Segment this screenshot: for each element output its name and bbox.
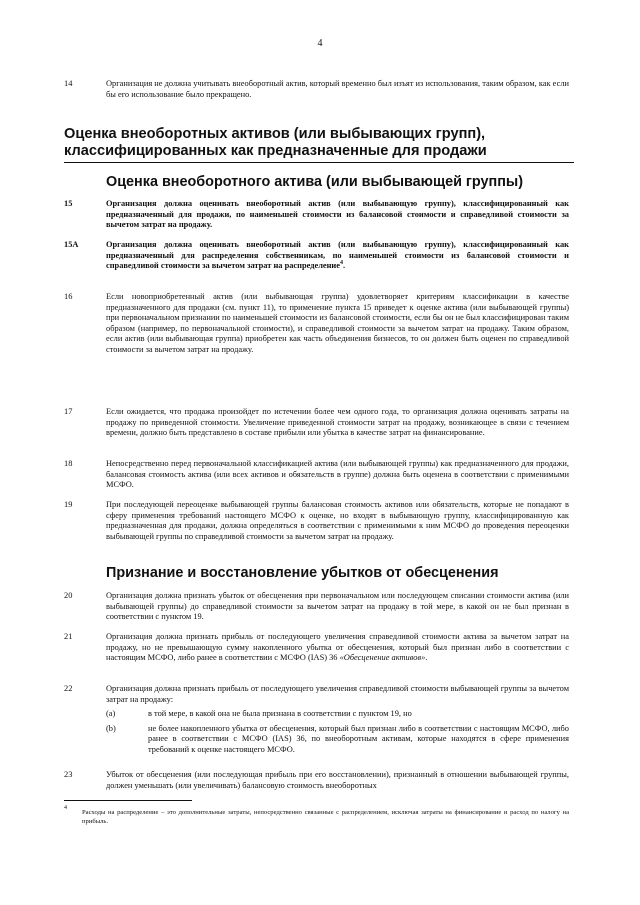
- section-title: Оценка внеоборотных активов (или выбывающих групп), классифицированных как предназначенные для продажи: [64, 126, 574, 163]
- paragraph-number: 15: [64, 199, 73, 208]
- paragraph-text: При последующей переоценке выбывающей группы балансовая стоимость активов или обязательств, которые не попадают в сферу применения требований настоящего МСФО к оценке, но входят в выбывающую группу, классифицированную как предназначенная для продажи, должна определяться в соответствии с применимыми к ним МСФО до проведения переоценки выбывающей группы по справедливой стоимости за вычетом затрат на продажу.: [106, 500, 569, 541]
- paragraph-20: [64, 591, 569, 623]
- list-item-label: (b): [106, 723, 116, 733]
- paragraph-number: 23: [64, 770, 73, 779]
- paragraph-22: [64, 684, 569, 756]
- list-item-label: (a): [106, 709, 116, 719]
- subsection-title-impairment: Признание и восстановление убытков от обесценения: [106, 565, 499, 581]
- paragraph-18: [64, 459, 569, 491]
- list-item-text: в той мере, в какой она не была признана в соответствии с пунктом 19, но: [148, 709, 412, 719]
- paragraph-number: 19: [64, 500, 73, 509]
- paragraph-text: Организация не должна учитывать внеоборотный актив, который временно был изъят из использования, таким образом, как если бы его использование было прекращено.: [106, 79, 569, 99]
- paragraph-number: 16: [64, 292, 73, 301]
- paragraph-text: Организация должна оценивать внеоборотный актив (или выбывающую группу), классифицированный как предназначенный для продажи, по наименьшей стоимости из балансовой стоимости и справедливой стоимости за вычетом затрат на продажу.: [106, 199, 569, 230]
- paragraph-number: 15A: [64, 240, 79, 249]
- standard-title-reference: «Обесценение активов»: [339, 653, 426, 663]
- paragraph-15a: [64, 240, 569, 272]
- paragraph-15: [64, 199, 569, 231]
- paragraph-number: 14: [64, 79, 73, 88]
- paragraph-21: [64, 632, 569, 664]
- footnote-ref[interactable]: 4: [339, 260, 343, 267]
- paragraph-17: [64, 407, 569, 439]
- subsection-title-measurement: Оценка внеоборотного актива (или выбывающей группы): [106, 174, 523, 190]
- paragraph-text: Убыток от обесценения (или последующая прибыль при его восстановлении), признанный в отношении выбывающей группы, должен уменьшать (или увеличивать) балансовую стоимость внеоборотных: [106, 770, 569, 790]
- paragraph-number: 22: [64, 684, 73, 693]
- paragraph-text: Организация должна признать прибыль от последующего увеличения справедливой стоимости выбывающей группы за вычетом затрат на продажу:: [106, 684, 569, 704]
- footnote-divider: [64, 800, 192, 801]
- list-item: [106, 709, 569, 720]
- paragraph-16: [64, 292, 569, 356]
- paragraph-23: [64, 770, 569, 791]
- paragraph-number: 17: [64, 407, 73, 416]
- paragraph-number: 21: [64, 632, 73, 641]
- paragraph-text: Если новоприобретенный актив (или выбывающая группа) удовлетворяет критериям классификации в качестве предназначенного для продажи (см. пункт 11), то применение пункта 15 приведет к оценке актива (или выбывающей группы) при первоначальном признании по наименьшей стоимости из балансовой стоимости, если бы он не был классифицирован таким образом (например, по первоначальной стоимости), и справедливой стоимости за вычетом затрат на продажу. Таким образом, если актив (или выбывающая группа) приобретен как часть объединения бизнесов, то он должен быть оценен по справедливой стоимости за вычетом затрат на продажу.: [106, 292, 569, 354]
- paragraph-number: 20: [64, 591, 73, 600]
- paragraph-text: Организация должна оценивать внеоборотный актив (или выбывающую группу), классифицированный как предназначенный для распределения собственникам, по наименьшей стоимости из балансовой стоимости и справедливой стоимости за вычетом затрат на распределение$^4$.: [106, 240, 569, 271]
- paragraph-text: Непосредственно перед первоначальной классификацией актива (или выбывающей группы) как предназначенного для продажи, балансовая стоимость актива (или всех активов и обязательств в группе) должна быть оценена в соответствии с применимыми МСФО.: [106, 459, 569, 490]
- paragraph-text: Организация должна признать прибыль от последующего увеличения справедливой стоимости актива за вычетом затрат на продажу, но не превышающую сумму накопленного убытка от обесценения, который был признан либо в соответствии с настоящим МСФО, либо ранее в соответствии с МСФО (IAS) 36 «Обесценение активов».: [106, 632, 569, 663]
- paragraph-text: Если ожидается, что продажа произойдет по истечении более чем одного года, то организация должна оценивать затраты на продажу по приведенной стоимости. Увеличение приведенной стоимости затрат на продажу, возникающее в связи с течением времени, должно быть представлено в составе прибыли или убытка в качестве затрат на финансирование.: [106, 407, 569, 438]
- footnote: 4 Расходы на распределение – это дополнительные затраты, непосредственно связанные с распределением, исключая затраты на финансирование и расход по налогу на прибыль.: [64, 805, 569, 825]
- page-number: 4: [317, 38, 323, 49]
- paragraph-19: [64, 500, 569, 542]
- paragraph-14: [64, 79, 569, 100]
- paragraph-text: Организация должна признать убыток от обесценения при первоначальном или последующем списании стоимости актива (или выбывающей группы) до справедливой стоимости за вычетом затрат на продажу в той мере, в какой он не был признан в соответствии с пунктом 19.: [106, 591, 569, 622]
- footnote-text: Расходы на распределение – это дополнительные затраты, непосредственно связанные с распределением, исключая затраты на финансирование и расход по налогу на прибыль.: [82, 809, 569, 825]
- paragraph-number: 18: [64, 459, 73, 468]
- list-item-text: не более накопленного убытка от обесценения, который был признан либо в соответствии с настоящим МСФО, либо ранее в соответствии с МСФО (IAS) 36, по внеоборотным активам, которые находятся в сфере применения требований к оценке настоящего МСФО.: [148, 723, 569, 754]
- list-item: [106, 724, 569, 756]
